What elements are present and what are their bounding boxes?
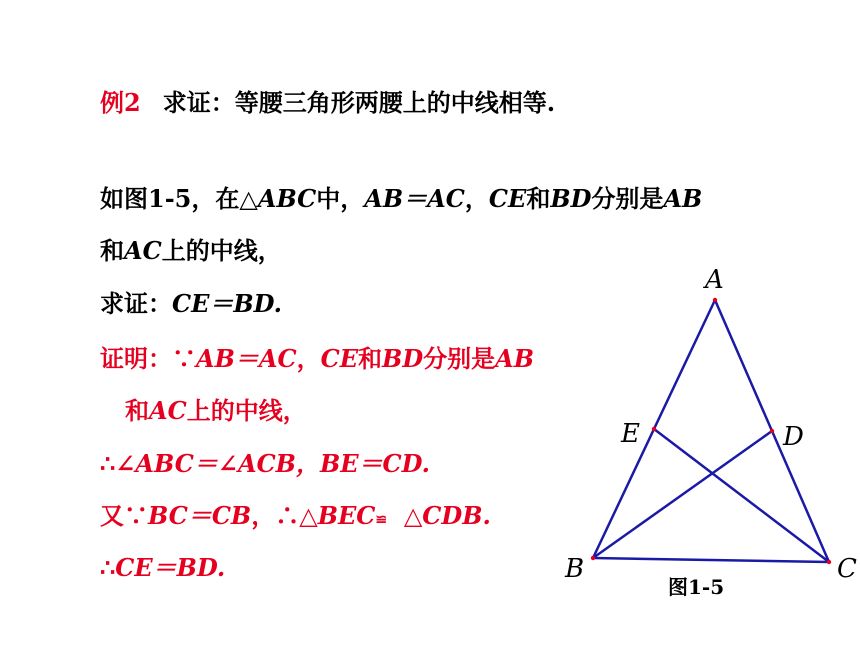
example-heading (100, 88, 555, 118)
proof-math: CDB. (422, 501, 491, 530)
proof-math: BD (382, 344, 424, 373)
therefore-symbol: ∴ (100, 449, 116, 478)
given-math: CE＝BD. (172, 289, 282, 318)
given-text: 如图1-5，在△ (100, 184, 258, 213)
therefore-symbol: ∴ (100, 553, 116, 582)
given-text: 求证： (100, 289, 172, 318)
given-math: AC (124, 236, 162, 265)
given-math: CE (488, 184, 527, 213)
vertex-label-e: E (621, 419, 640, 449)
proof-text: 和 (125, 396, 149, 425)
proof-math: AC (149, 396, 187, 425)
proof-math: BC＝CB (148, 501, 252, 530)
proof-label: 证明： (100, 344, 172, 373)
proof-line-5 (100, 553, 225, 583)
given-math: ABC (257, 184, 317, 213)
vertex-label-d: D (783, 422, 804, 452)
given-math: AB＝AC (364, 184, 465, 213)
proof-math: ∠ABC＝∠ACB，BE＝CD. (115, 449, 430, 478)
side-bc (593, 558, 829, 562)
proof-text: 和 (358, 344, 383, 373)
proof-line-4 (100, 501, 491, 535)
proof-text: ，∴△ (251, 501, 318, 530)
given-line-1 (100, 184, 702, 214)
congruent-symbol: ≌ (375, 512, 388, 528)
example-statement: 求证：等腰三角形两腰上的中线相等. (162, 88, 556, 117)
given-text: 分别是 (591, 184, 664, 213)
proof-line-3 (100, 449, 430, 479)
proof-line-2 (125, 396, 307, 426)
given-line-2 (100, 236, 282, 266)
point-b (591, 556, 595, 560)
given-text: 和 (526, 184, 551, 213)
vertex-label-b: B (565, 554, 585, 584)
proof-line-1 (100, 344, 534, 374)
given-text: 中， (316, 184, 365, 213)
proof-math: AB＝AC (196, 344, 297, 373)
proof-math: BEC (317, 501, 376, 530)
vertex-label-c: C (837, 554, 857, 584)
proof-text: 上的中线， (186, 396, 307, 425)
triangle-diagram (555, 262, 860, 607)
point-a (713, 298, 717, 302)
proof-math: AB (495, 344, 535, 373)
proof-math: CE＝BD. (115, 553, 226, 582)
given-math: AB (663, 184, 703, 213)
triangle-symbol: △ (387, 501, 423, 530)
proof-math: CE (320, 344, 359, 373)
proof-text: 分别是 (423, 344, 496, 373)
point-c (827, 560, 831, 564)
proof-text: ， (296, 344, 321, 373)
given-text: 上的中线， (161, 236, 282, 265)
given-text: ， (464, 184, 489, 213)
given-math: BD (550, 184, 592, 213)
vertex-label-a: A (705, 265, 724, 295)
point-d (770, 429, 774, 433)
because-symbol: ∵ (172, 344, 196, 373)
example-label: 例2 (100, 88, 141, 117)
given-text: 和 (100, 236, 124, 265)
triangle-figure (555, 262, 860, 607)
point-e (652, 427, 656, 431)
given-line-3 (100, 289, 282, 319)
proof-text: 又∵ (100, 501, 148, 530)
figure-caption: 图1-5 (668, 575, 725, 599)
